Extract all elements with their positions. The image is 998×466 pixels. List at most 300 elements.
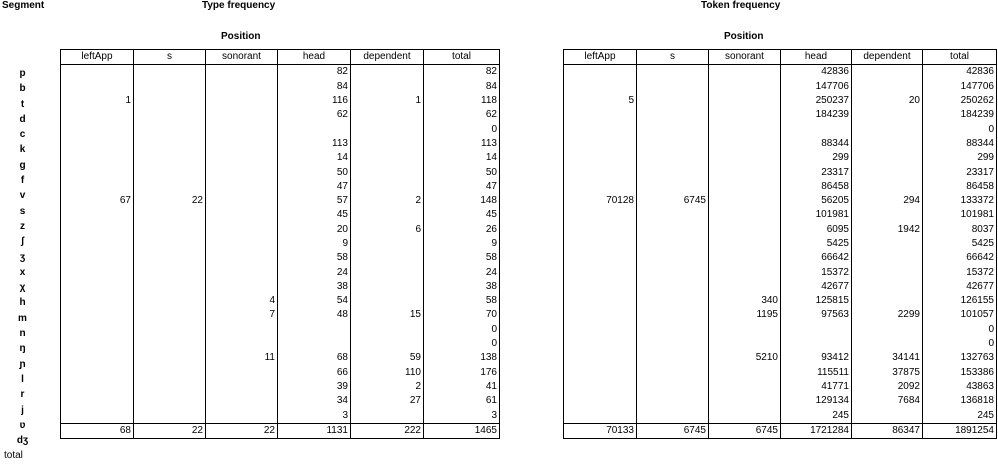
- type-cell-total: 47: [424, 180, 500, 194]
- type-cell-sonorant: [206, 194, 278, 208]
- type-cell-sonorant: [206, 180, 278, 194]
- type-row: [61, 251, 500, 265]
- token-cell-s: [637, 251, 709, 265]
- type-cell-s: [134, 251, 206, 265]
- type-row: [61, 337, 500, 351]
- type-col-header-dependent: dependent: [351, 50, 424, 65]
- token-cell-total: 250262: [923, 94, 997, 108]
- type-cell-dependent: [351, 65, 424, 80]
- segment-label: r: [20, 389, 25, 401]
- type-cell-leftapp: [61, 323, 134, 337]
- token-cell-dependent: [852, 122, 923, 136]
- token-cell-leftapp: [564, 137, 637, 151]
- type-cell-leftapp: [61, 251, 134, 265]
- segment-label: ŋ: [19, 343, 26, 355]
- token-cell-s: [637, 108, 709, 122]
- token-row: [564, 251, 997, 265]
- token-cell-dependent: [852, 208, 923, 222]
- token-cell-leftapp: [564, 280, 637, 294]
- type-cell-sonorant: [206, 251, 278, 265]
- token-cell-head: 41771: [781, 380, 852, 394]
- token-cell-dependent: [852, 337, 923, 351]
- token-cell-dependent: [852, 408, 923, 423]
- type-cell-total: 113: [424, 137, 500, 151]
- type-cell-sonorant: [206, 394, 278, 408]
- segment-label: f: [20, 175, 25, 187]
- token-cell-total: 8037: [923, 223, 997, 237]
- type-cell-leftapp: 67: [61, 194, 134, 208]
- type-cell-sonorant: [206, 408, 278, 423]
- token-cell-head: 23317: [781, 165, 852, 179]
- type-cell-total: 70: [424, 308, 500, 322]
- type-cell-s: [134, 94, 206, 108]
- type-cell-head: [278, 323, 351, 337]
- token-cell-leftapp: [564, 65, 637, 80]
- type-cell-dependent: 2: [351, 380, 424, 394]
- token-row: [564, 108, 997, 122]
- token-cell-leftapp: [564, 323, 637, 337]
- type-row: [61, 323, 500, 337]
- token-cell-head: [781, 122, 852, 136]
- token-cell-total: 42677: [923, 280, 997, 294]
- token-cell-head: 86458: [781, 180, 852, 194]
- segment-label: z: [20, 220, 25, 232]
- type-cell-sonorant: [206, 223, 278, 237]
- type-cell-leftapp: 1: [61, 94, 134, 108]
- token-cell-s: [637, 366, 709, 380]
- token-cell-total: 0: [923, 323, 997, 337]
- segment-label: d: [19, 113, 26, 125]
- token-cell-total: 101981: [923, 208, 997, 222]
- token-cell-sonorant: [709, 237, 781, 251]
- token-row: [564, 65, 997, 80]
- token-cell-total: 42836: [923, 65, 997, 80]
- token-cell-leftapp: [564, 337, 637, 351]
- token-cell-total: 133372: [923, 194, 997, 208]
- type-cell-dependent: 110: [351, 366, 424, 380]
- type-cell-head: 66: [278, 366, 351, 380]
- token-cell-dependent: 37875: [852, 366, 923, 380]
- type-frequency-table: [60, 49, 500, 439]
- token-row: [564, 265, 997, 279]
- type-cell-total: 41: [424, 380, 500, 394]
- token-cell-s: [637, 408, 709, 423]
- token-col-header-s: s: [637, 50, 709, 65]
- token-cell-sonorant: [709, 108, 781, 122]
- token-cell-s: [637, 337, 709, 351]
- type-cell-s: [134, 394, 206, 408]
- token-row: [564, 308, 997, 322]
- token-cell-total: 86458: [923, 180, 997, 194]
- type-col-header-sonorant: sonorant: [206, 50, 278, 65]
- type-cell-total: 3: [424, 408, 500, 423]
- type-cell-dependent: [351, 180, 424, 194]
- type-cell-leftapp: [61, 408, 134, 423]
- type-cell-head: 113: [278, 137, 351, 151]
- token-frequency-table: [563, 49, 997, 439]
- token-cell-head: 56205: [781, 194, 852, 208]
- type-cell-s: [134, 366, 206, 380]
- type-row: [61, 122, 500, 136]
- type-cell-s: [134, 208, 206, 222]
- token-cell-total: 15372: [923, 265, 997, 279]
- type-cell-head: 54: [278, 294, 351, 308]
- token-cell-leftapp: [564, 265, 637, 279]
- type-row: [61, 151, 500, 165]
- segment-label: l: [21, 373, 24, 385]
- token-cell-s: [637, 351, 709, 365]
- type-cell-sonorant: 7: [206, 308, 278, 322]
- type-cell-dependent: 15: [351, 308, 424, 322]
- token-cell-head: [781, 337, 852, 351]
- token-row: [564, 337, 997, 351]
- token-cell-total: 0: [923, 122, 997, 136]
- token-cell-s: [637, 151, 709, 165]
- token-cell-s: [637, 94, 709, 108]
- token-cell-dependent: 1942: [852, 223, 923, 237]
- token-row: [564, 237, 997, 251]
- token-cell-head: 66642: [781, 251, 852, 265]
- type-row: [61, 223, 500, 237]
- type-col-header-s: s: [134, 50, 206, 65]
- type-cell-head: 68: [278, 351, 351, 365]
- token-col-header-leftapp: leftApp: [564, 50, 637, 65]
- type-cell-total: 45: [424, 208, 500, 222]
- type-cell-dependent: [351, 122, 424, 136]
- token-row: [564, 194, 997, 208]
- type-cell-head: 34: [278, 394, 351, 408]
- type-cell-sonorant: [206, 366, 278, 380]
- token-cell-leftapp: 70128: [564, 194, 637, 208]
- token-cell-sonorant: [709, 122, 781, 136]
- type-cell-total: 0: [424, 122, 500, 136]
- type-cell-dependent: 59: [351, 351, 424, 365]
- type-cell-leftapp: [61, 137, 134, 151]
- token-row: [564, 223, 997, 237]
- type-cell-head: 57: [278, 194, 351, 208]
- type-cell-head: 82: [278, 65, 351, 80]
- type-cell-s: [134, 180, 206, 194]
- segment-label: dʒ: [16, 435, 29, 447]
- token-cell-sonorant: [709, 65, 781, 80]
- type-cell-s: [134, 108, 206, 122]
- type-cell-head: 62: [278, 108, 351, 122]
- type-cell-leftapp: [61, 237, 134, 251]
- token-cell-total: 5425: [923, 237, 997, 251]
- type-row: [61, 265, 500, 279]
- token-row: [564, 94, 997, 108]
- type-cell-head: 58: [278, 251, 351, 265]
- segment-label: n: [19, 328, 26, 340]
- token-cell-total: 184239: [923, 108, 997, 122]
- type-cell-dependent: [351, 337, 424, 351]
- type-cell-leftapp: [61, 65, 134, 80]
- token-cell-dependent: 20: [852, 94, 923, 108]
- token-cell-sonorant: [709, 251, 781, 265]
- token-cell-leftapp: [564, 251, 637, 265]
- token-cell-leftapp: [564, 122, 637, 136]
- token-cell-head: 97563: [781, 308, 852, 322]
- token-cell-head: 245: [781, 408, 852, 423]
- token-cell-total: 43863: [923, 380, 997, 394]
- token-cell-dependent: [852, 65, 923, 80]
- token-row: [564, 394, 997, 408]
- token-cell-leftapp: [564, 394, 637, 408]
- token-cell-total: 153386: [923, 366, 997, 380]
- token-total-cell-head: 1721284: [781, 423, 852, 438]
- type-cell-leftapp: [61, 122, 134, 136]
- token-cell-leftapp: [564, 380, 637, 394]
- type-cell-s: [134, 237, 206, 251]
- type-cell-leftapp: [61, 165, 134, 179]
- type-cell-s: [134, 351, 206, 365]
- type-cell-total: 14: [424, 151, 500, 165]
- type-cell-s: [134, 65, 206, 80]
- type-col-header-leftapp: leftApp: [61, 50, 134, 65]
- token-cell-total: 132763: [923, 351, 997, 365]
- token-row: [564, 165, 997, 179]
- token-cell-sonorant: [709, 323, 781, 337]
- type-cell-sonorant: 4: [206, 294, 278, 308]
- segment-label: x: [19, 266, 26, 278]
- token-cell-head: 93412: [781, 351, 852, 365]
- type-row: [61, 408, 500, 423]
- type-cell-s: [134, 137, 206, 151]
- token-cell-sonorant: [709, 223, 781, 237]
- type-cell-head: 50: [278, 165, 351, 179]
- token-cell-head: 6095: [781, 223, 852, 237]
- token-cell-dependent: 294: [852, 194, 923, 208]
- type-total-row: [61, 423, 500, 438]
- token-cell-s: [637, 294, 709, 308]
- type-row: [61, 366, 500, 380]
- segment-label: c: [19, 129, 26, 141]
- token-cell-leftapp: [564, 180, 637, 194]
- type-cell-total: 0: [424, 323, 500, 337]
- type-row: [61, 180, 500, 194]
- token-cell-s: [637, 394, 709, 408]
- type-cell-total: 118: [424, 94, 500, 108]
- type-cell-sonorant: [206, 80, 278, 94]
- type-row: [61, 394, 500, 408]
- type-cell-dependent: [351, 408, 424, 423]
- token-cell-s: [637, 180, 709, 194]
- token-cell-s: [637, 80, 709, 94]
- type-row: [61, 380, 500, 394]
- type-cell-sonorant: [206, 323, 278, 337]
- type-frequency-header: Type frequency: [202, 0, 276, 11]
- type-cell-head: 48: [278, 308, 351, 322]
- token-cell-total: 0: [923, 337, 997, 351]
- type-cell-dependent: [351, 294, 424, 308]
- token-total-row: [564, 423, 997, 438]
- token-row: [564, 366, 997, 380]
- token-col-header-total: total: [923, 50, 997, 65]
- token-col-header-dependent: dependent: [852, 50, 923, 65]
- type-row: [61, 237, 500, 251]
- type-cell-s: [134, 337, 206, 351]
- token-cell-dependent: [852, 151, 923, 165]
- type-row: [61, 108, 500, 122]
- type-row: [61, 65, 500, 80]
- type-cell-sonorant: [206, 337, 278, 351]
- token-cell-leftapp: [564, 223, 637, 237]
- type-row: [61, 137, 500, 151]
- token-total-cell-s: 6745: [637, 423, 709, 438]
- token-cell-head: 147706: [781, 80, 852, 94]
- token-cell-leftapp: [564, 151, 637, 165]
- token-cell-s: [637, 265, 709, 279]
- segment-label: ʒ: [19, 251, 26, 263]
- type-cell-total: 26: [424, 223, 500, 237]
- token-cell-sonorant: [709, 380, 781, 394]
- type-cell-s: [134, 294, 206, 308]
- type-cell-dependent: [351, 208, 424, 222]
- type-total-cell-sonorant: 22: [206, 423, 278, 438]
- token-cell-s: [637, 223, 709, 237]
- token-cell-dependent: 7684: [852, 394, 923, 408]
- type-cell-head: 45: [278, 208, 351, 222]
- segment-label: j: [21, 404, 24, 416]
- type-cell-sonorant: [206, 280, 278, 294]
- token-cell-dependent: [852, 294, 923, 308]
- type-row: [61, 165, 500, 179]
- type-cell-total: 0: [424, 337, 500, 351]
- type-col-header-total: total: [424, 50, 500, 65]
- type-cell-s: 22: [134, 194, 206, 208]
- token-cell-dependent: [852, 108, 923, 122]
- type-cell-total: 50: [424, 165, 500, 179]
- type-cell-s: [134, 265, 206, 279]
- type-row: [61, 94, 500, 108]
- type-cell-dependent: [351, 165, 424, 179]
- type-cell-s: [134, 323, 206, 337]
- token-cell-sonorant: [709, 394, 781, 408]
- token-total-cell-sonorant: 6745: [709, 423, 781, 438]
- type-cell-sonorant: [206, 208, 278, 222]
- token-row: [564, 80, 997, 94]
- token-cell-sonorant: 340: [709, 294, 781, 308]
- type-cell-s: [134, 308, 206, 322]
- type-row: [61, 294, 500, 308]
- type-cell-dependent: 6: [351, 223, 424, 237]
- segment-label: χ: [19, 282, 26, 294]
- token-row: [564, 351, 997, 365]
- type-row: [61, 351, 500, 365]
- token-cell-s: [637, 137, 709, 151]
- type-cell-head: 116: [278, 94, 351, 108]
- type-cell-total: 148: [424, 194, 500, 208]
- token-cell-s: [637, 208, 709, 222]
- token-cell-s: 6745: [637, 194, 709, 208]
- segment-label: v: [19, 190, 26, 202]
- token-cell-leftapp: [564, 80, 637, 94]
- token-cell-total: 126155: [923, 294, 997, 308]
- type-cell-sonorant: [206, 151, 278, 165]
- token-row: [564, 208, 997, 222]
- token-row: [564, 408, 997, 423]
- token-cell-head: 88344: [781, 137, 852, 151]
- type-cell-leftapp: [61, 337, 134, 351]
- type-cell-head: 9: [278, 237, 351, 251]
- token-cell-dependent: [852, 265, 923, 279]
- token-cell-s: [637, 237, 709, 251]
- token-cell-dependent: [852, 165, 923, 179]
- type-cell-head: 20: [278, 223, 351, 237]
- type-cell-sonorant: [206, 65, 278, 80]
- token-row: [564, 294, 997, 308]
- type-cell-dependent: [351, 151, 424, 165]
- token-cell-dependent: 2299: [852, 308, 923, 322]
- token-total-cell-dependent: 86347: [852, 423, 923, 438]
- token-cell-dependent: [852, 180, 923, 194]
- type-row: [61, 280, 500, 294]
- token-cell-s: [637, 308, 709, 322]
- token-row: [564, 280, 997, 294]
- type-row: [61, 308, 500, 322]
- type-cell-s: [134, 380, 206, 394]
- type-cell-leftapp: [61, 265, 134, 279]
- token-total-cell-total: 1891254: [923, 423, 997, 438]
- type-cell-dependent: 1: [351, 94, 424, 108]
- type-cell-dependent: [351, 137, 424, 151]
- token-cell-total: 66642: [923, 251, 997, 265]
- token-cell-leftapp: [564, 108, 637, 122]
- type-cell-sonorant: [206, 94, 278, 108]
- type-cell-leftapp: [61, 80, 134, 94]
- type-cell-dependent: [351, 280, 424, 294]
- type-total-cell-total: 1465: [424, 423, 500, 438]
- type-cell-sonorant: [206, 265, 278, 279]
- segment-label: p: [19, 68, 26, 79]
- type-cell-sonorant: [206, 237, 278, 251]
- token-cell-sonorant: [709, 337, 781, 351]
- type-cell-total: 38: [424, 280, 500, 294]
- token-col-header-sonorant: sonorant: [709, 50, 781, 65]
- type-position-header: Position: [221, 31, 261, 42]
- type-cell-total: 138: [424, 351, 500, 365]
- segment-label: g: [19, 159, 26, 171]
- segment-label: ɲ: [19, 358, 26, 370]
- type-cell-s: [134, 151, 206, 165]
- type-cell-leftapp: [61, 108, 134, 122]
- token-cell-dependent: [852, 251, 923, 265]
- type-total-cell-head: 1131: [278, 423, 351, 438]
- type-cell-total: 24: [424, 265, 500, 279]
- token-cell-head: [781, 323, 852, 337]
- type-cell-head: 39: [278, 380, 351, 394]
- type-row: [61, 80, 500, 94]
- token-cell-head: 115511: [781, 366, 852, 380]
- token-cell-sonorant: [709, 94, 781, 108]
- token-cell-total: 101057: [923, 308, 997, 322]
- token-cell-sonorant: [709, 366, 781, 380]
- token-cell-leftapp: [564, 351, 637, 365]
- segment-header: Segment: [2, 0, 45, 11]
- segment-label: t: [20, 98, 25, 110]
- token-cell-s: [637, 65, 709, 80]
- token-cell-sonorant: 5210: [709, 351, 781, 365]
- token-cell-s: [637, 323, 709, 337]
- token-cell-sonorant: [709, 265, 781, 279]
- token-row: [564, 380, 997, 394]
- token-cell-sonorant: [709, 194, 781, 208]
- type-cell-head: 14: [278, 151, 351, 165]
- type-cell-leftapp: [61, 208, 134, 222]
- type-cell-dependent: [351, 80, 424, 94]
- token-cell-head: 184239: [781, 108, 852, 122]
- token-cell-head: 299: [781, 151, 852, 165]
